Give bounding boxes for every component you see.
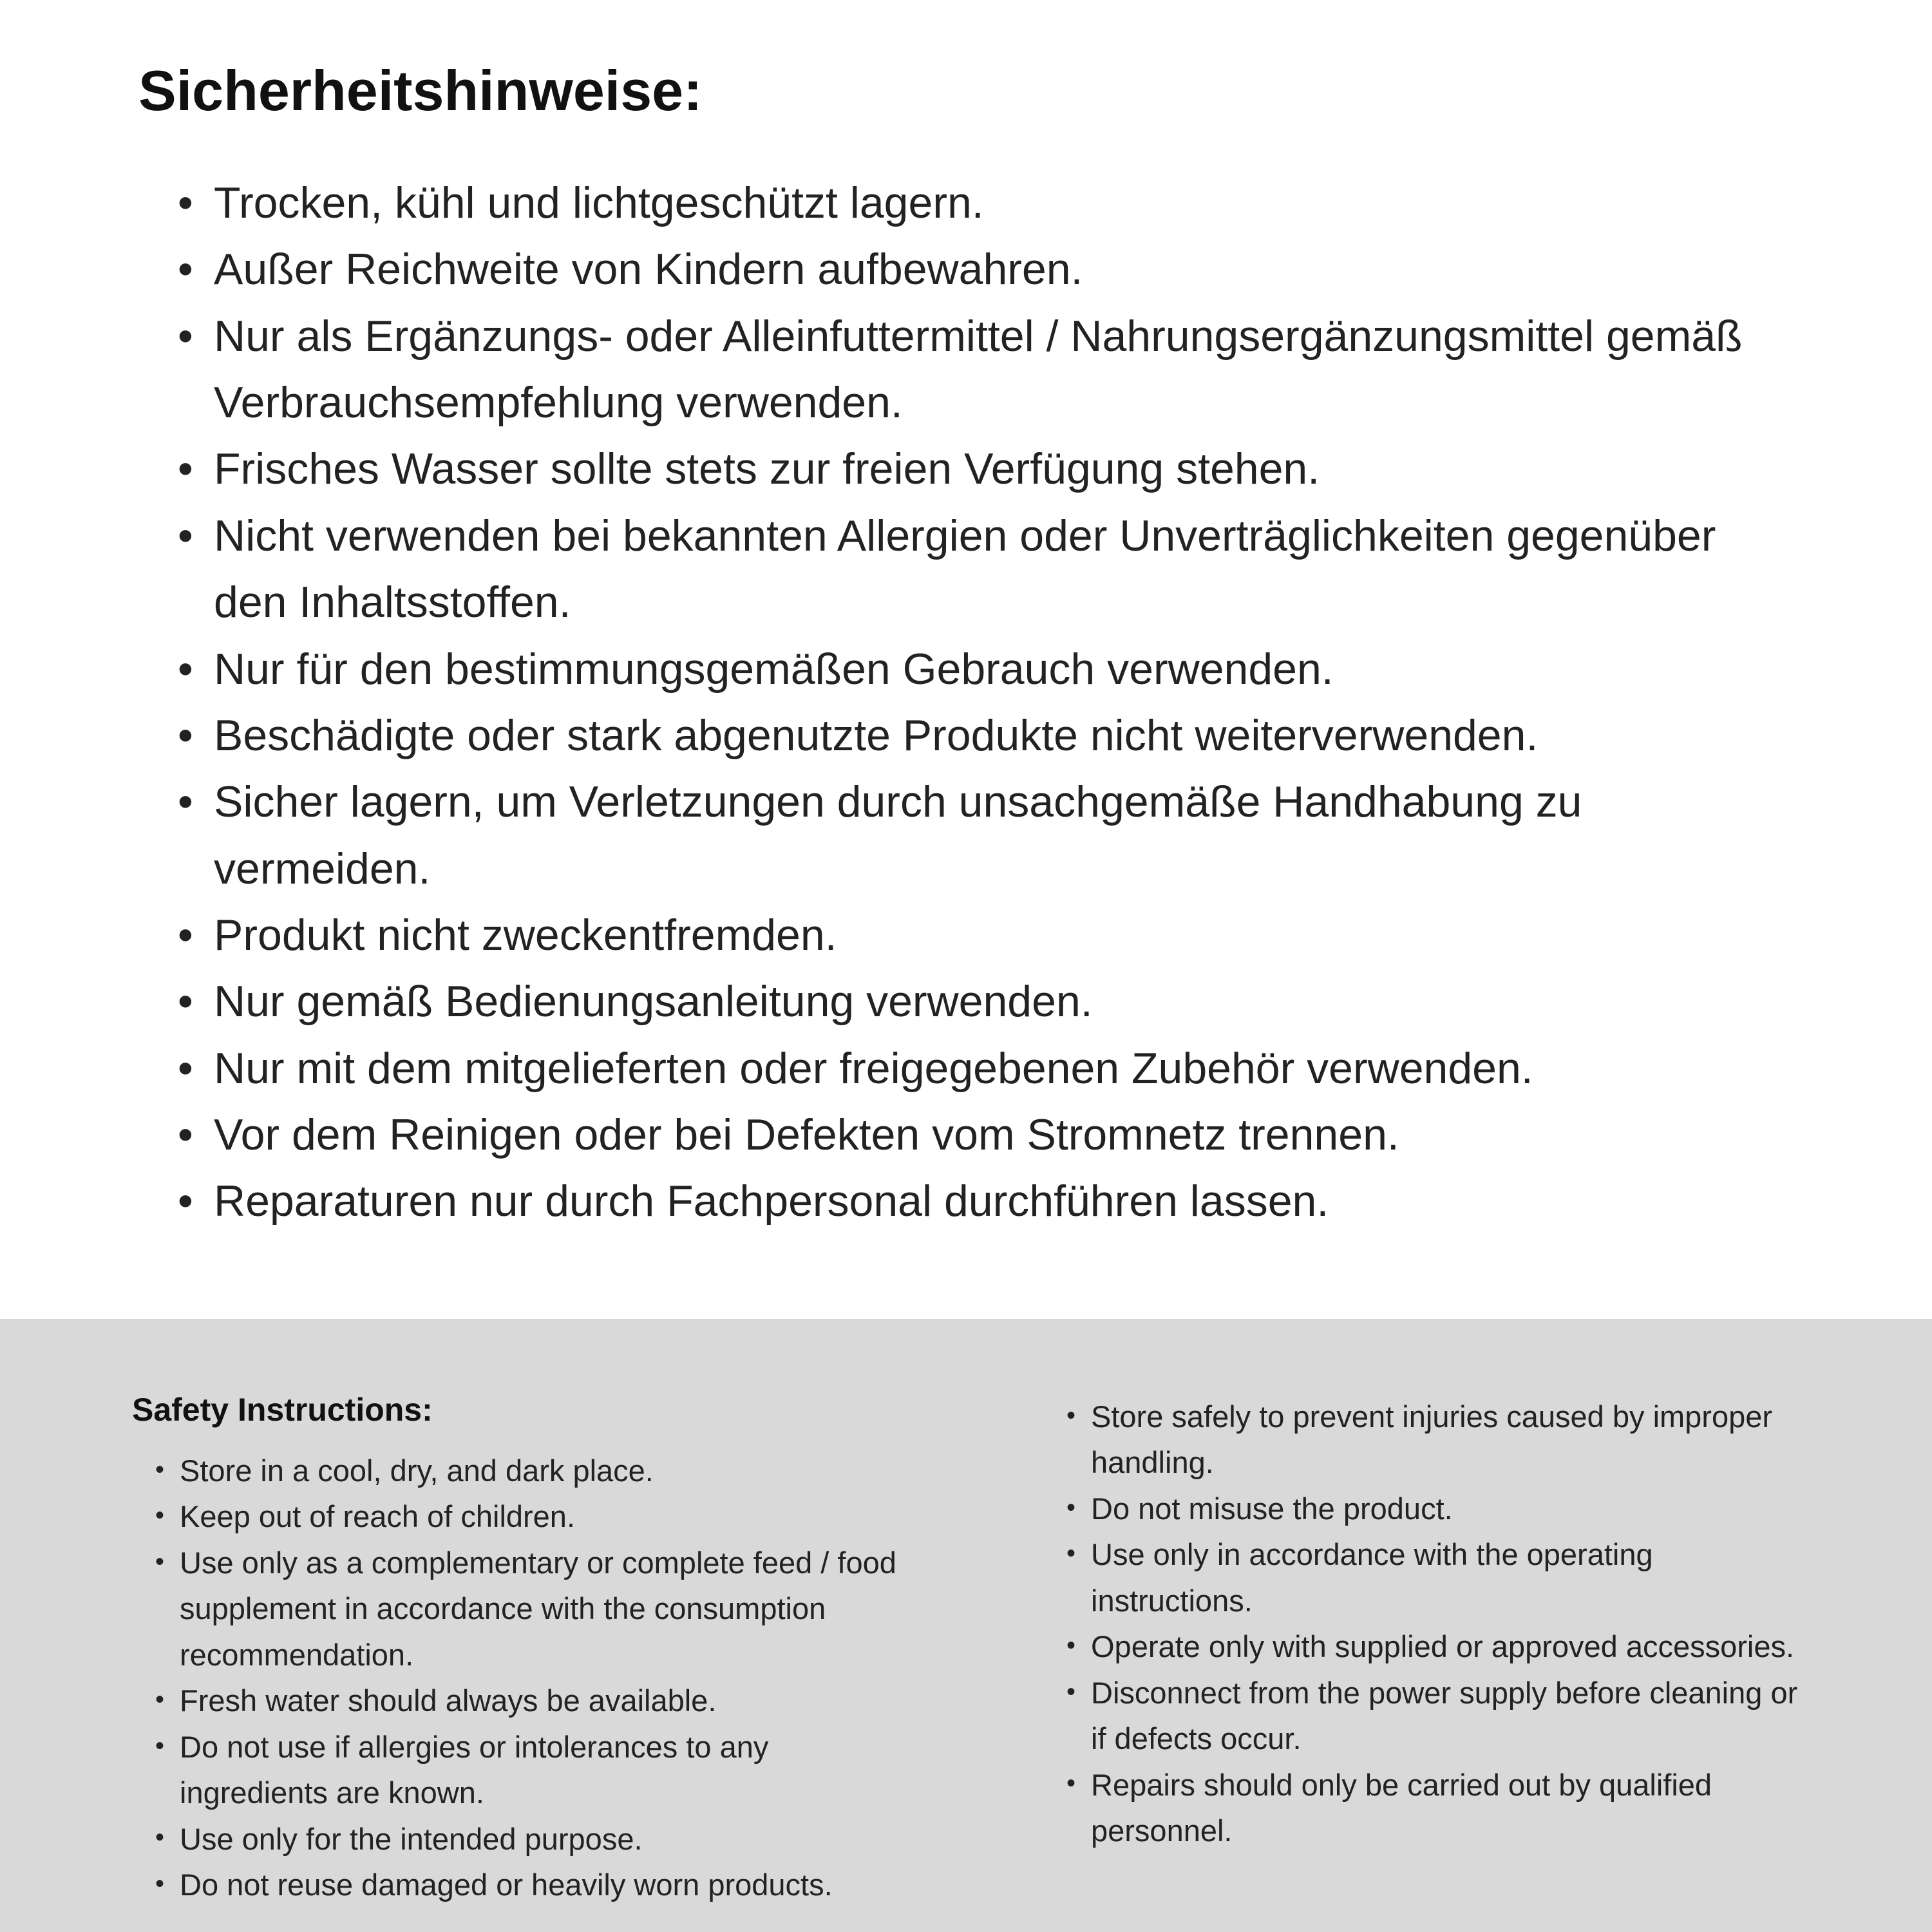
list-item: • Produkt nicht zweckentfremden. <box>174 902 1758 969</box>
english-safety-list-right <box>1063 1394 1810 1853</box>
list-item: • Use only in accordance with the operating instructions. <box>1063 1531 1810 1624</box>
list-item: • Nur mit dem mitgelieferten oder freigegebenen Zubehör verwenden. <box>174 1036 1758 1102</box>
english-left-column <box>132 1391 924 1908</box>
list-item: • Nur als Ergänzungs- oder Alleinfuttermittel / Nahrungsergänzungsmittel gemäß Verbrauchsempfehlung verwenden. <box>174 303 1758 437</box>
list-item: • Keep out of reach of children. <box>151 1493 924 1539</box>
list-item: • Nur für den bestimmungsgemäßen Gebrauch verwenden. <box>174 636 1758 703</box>
list-item: • Do not use if allergies or intolerances to any ingredients are known. <box>151 1724 924 1816</box>
german-safety-list <box>174 170 1758 1235</box>
list-item: • Beschädigte oder stark abgenutzte Produkte nicht weiterverwenden. <box>174 703 1758 769</box>
list-item: • Disconnect from the power supply before cleaning or if defects occur. <box>1063 1670 1810 1762</box>
list-item: • Repairs should only be carried out by qualified personnel. <box>1063 1762 1810 1854</box>
list-item: • Use only as a complementary or complete feed / food supplement in accordance with the consumption recommendation. <box>151 1540 924 1678</box>
list-item: • Vor dem Reinigen oder bei Defekten vom Stromnetz trennen. <box>174 1102 1758 1168</box>
list-item: • Use only for the intended purpose. <box>151 1816 924 1862</box>
english-safety-list-left <box>151 1448 924 1908</box>
list-item: • Fresh water should always be available. <box>151 1678 924 1723</box>
english-safety-title: Safety Instructions: <box>132 1392 433 1428</box>
list-item: • Sicher lagern, um Verletzungen durch unsachgemäße Handhabung zu vermeiden. <box>174 769 1758 902</box>
list-item: • Frisches Wasser sollte stets zur freien Verfügung stehen. <box>174 436 1758 502</box>
list-item: • Außer Reichweite von Kindern aufbewahren. <box>174 236 1758 303</box>
list-item: • Store safely to prevent injuries caused by improper handling. <box>1063 1394 1810 1486</box>
list-item: • Operate only with supplied or approved accessories. <box>1063 1624 1810 1669</box>
list-item: • Trocken, kühl und lichtgeschützt lagern. <box>174 170 1758 236</box>
list-item: • Nur gemäß Bedienungsanleitung verwenden. <box>174 969 1758 1035</box>
list-item: • Do not reuse damaged or heavily worn products. <box>151 1862 924 1908</box>
english-safety-section <box>0 1319 1932 1932</box>
list-item: • Reparaturen nur durch Fachpersonal durchführen lassen. <box>174 1168 1758 1235</box>
list-item: • Store in a cool, dry, and dark place. <box>151 1448 924 1493</box>
list-item: • Nicht verwenden bei bekannten Allergien oder Unverträglichkeiten gegenüber den Inhaltsstoffen. <box>174 503 1758 636</box>
list-item: • Do not misuse the product. <box>1063 1486 1810 1531</box>
german-safety-title: Sicherheitshinweise: <box>138 59 703 122</box>
english-right-column <box>1043 1391 1810 1853</box>
